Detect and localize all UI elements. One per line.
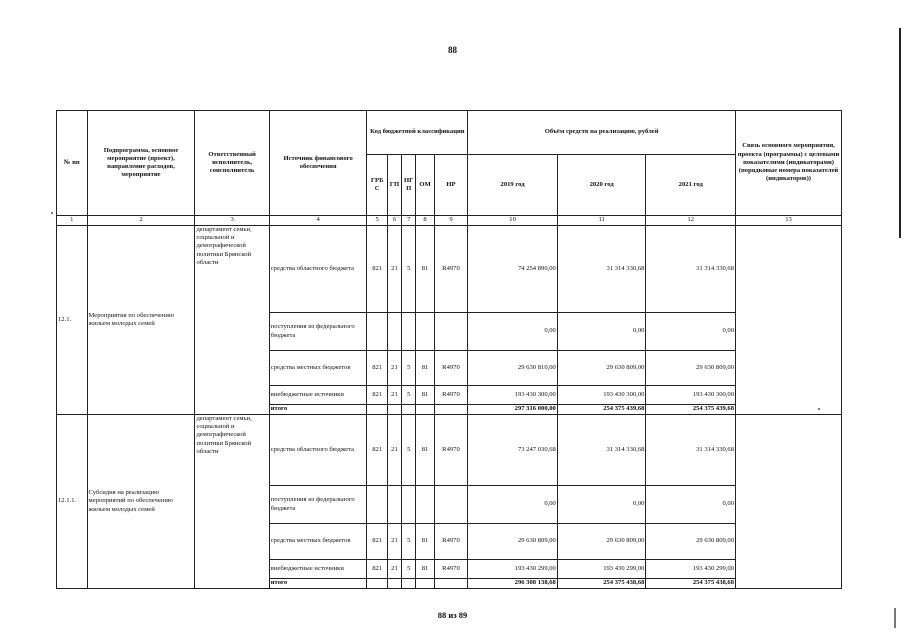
ngp-code: 5 <box>402 560 416 579</box>
row-number: 12.1. <box>57 226 88 415</box>
header-link: Связь основного мероприятия, проекта (программы) с целевыми показателями (индикаторами) (порядковые номера показателей (индикаторов)) <box>736 111 842 216</box>
header-no: № пп <box>57 111 88 216</box>
np-code: R4970 <box>434 524 468 560</box>
header-subprogram: Подпрограмма, основное мероприятие (проект), направление расходов, мероприятие <box>87 111 195 216</box>
om-code: 81 <box>416 415 434 486</box>
measure-name: Мероприятия по обеспечению жильем молодых семей <box>87 226 195 415</box>
column-number: 6 <box>387 216 401 226</box>
total-2020: 254 375 439,68 <box>557 405 646 415</box>
funding-source: средства местных бюджетов <box>269 524 367 560</box>
total-label: итого <box>269 405 367 415</box>
total-2019: 297 316 000,00 <box>468 405 558 415</box>
amount-2020: 31 314 330,68 <box>557 415 646 486</box>
amount-2020: 31 314 330,68 <box>557 226 646 313</box>
ngp-code: 5 <box>402 415 416 486</box>
header-row-1 <box>57 111 842 155</box>
np-code: R4970 <box>434 415 468 486</box>
grbs-code: 821 <box>367 386 387 405</box>
column-number: 4 <box>269 216 367 226</box>
header-np: НР <box>434 155 468 216</box>
amount-2019: 29 630 810,00 <box>468 351 558 386</box>
table-row <box>57 226 842 313</box>
indicator-link <box>736 415 842 589</box>
funding-source: средства местных бюджетов <box>269 351 367 386</box>
header-ngp: НГ П <box>402 155 416 216</box>
indicator-link <box>736 226 842 415</box>
om-code: 81 <box>416 226 434 313</box>
grbs-code: 821 <box>367 415 387 486</box>
grbs-code: 821 <box>367 351 387 386</box>
page-footer: 88 из 89 <box>437 610 468 620</box>
amount-2020: 0,00 <box>557 313 646 351</box>
total-2019: 296 308 138,68 <box>468 579 558 589</box>
om-code: 81 <box>416 351 434 386</box>
amount-2020: 29 630 809,00 <box>557 524 646 560</box>
amount-2019: 73 247 030,68 <box>468 415 558 486</box>
np-code: R4970 <box>434 386 468 405</box>
funding-source: поступления из федерального бюджета <box>269 486 367 524</box>
scan-speck <box>51 212 53 214</box>
column-number-row <box>57 216 842 226</box>
amount-2021: 193 430 300,00 <box>646 386 736 405</box>
header-source: Источник финансового обеспечения <box>269 111 367 216</box>
budget-table <box>56 110 842 589</box>
column-number: 12 <box>646 216 736 226</box>
funding-source: поступления из федерального бюджета <box>269 313 367 351</box>
amount-2021: 31 314 330,68 <box>646 415 736 486</box>
grbs-code: 821 <box>367 524 387 560</box>
gp-code: 21 <box>387 524 401 560</box>
amount-2021: 193 430 299,00 <box>646 560 736 579</box>
header-2020: 2020 год <box>557 155 646 216</box>
grbs-code: 821 <box>367 560 387 579</box>
total-2021: 254 375 438,68 <box>646 579 736 589</box>
header-2019: 2019 год <box>468 155 558 216</box>
total-label: итого <box>269 579 367 589</box>
np-code: R4970 <box>434 560 468 579</box>
funding-source: средства областного бюджета <box>269 415 367 486</box>
column-number: 7 <box>402 216 416 226</box>
amount-2021: 0,00 <box>646 313 736 351</box>
column-number: 2 <box>87 216 195 226</box>
responsible-executor: департамент семьи, социальной и демографической политики Брянской области <box>195 415 269 589</box>
scan-edge-mark <box>899 28 901 238</box>
amount-2021: 29 630 809,00 <box>646 351 736 386</box>
header-om: ОМ <box>416 155 434 216</box>
amount-2021: 31 314 330,68 <box>646 226 736 313</box>
om-code <box>416 313 434 351</box>
ngp-code <box>402 486 416 524</box>
funding-source: внебюджетные источники <box>269 560 367 579</box>
responsible-executor: департамент семьи, социальной и демографической политики Брянской области <box>195 226 269 415</box>
gp-code <box>387 486 401 524</box>
grbs-code <box>367 313 387 351</box>
header-budget-code: Код бюджетной классификации <box>367 111 468 155</box>
amount-2019: 0,00 <box>468 486 558 524</box>
header-2021: 2021 год <box>646 155 736 216</box>
gp-code: 21 <box>387 415 401 486</box>
gp-code: 21 <box>387 351 401 386</box>
amount-2019: 74 254 890,00 <box>468 226 558 313</box>
column-number: 8 <box>416 216 434 226</box>
header-responsible: Ответственный исполнитель, соисполнитель <box>195 111 269 216</box>
amount-2020: 29 630 809,00 <box>557 351 646 386</box>
column-number: 11 <box>557 216 646 226</box>
np-code <box>434 486 468 524</box>
ngp-code: 5 <box>402 386 416 405</box>
amount-2019: 0,00 <box>468 313 558 351</box>
amount-2019: 29 630 809,00 <box>468 524 558 560</box>
column-number: 13 <box>736 216 842 226</box>
amount-2020: 193 430 300,00 <box>557 386 646 405</box>
amount-2021: 29 630 809,00 <box>646 524 736 560</box>
amount-2020: 0,00 <box>557 486 646 524</box>
ngp-code: 5 <box>402 351 416 386</box>
column-number: 5 <box>367 216 387 226</box>
np-code: R4970 <box>434 351 468 386</box>
om-code <box>416 486 434 524</box>
amount-2021: 0,00 <box>646 486 736 524</box>
header-volume: Объём средств на реализацию, рублей <box>468 111 736 155</box>
om-code: 81 <box>416 560 434 579</box>
total-2020: 254 375 438,68 <box>557 579 646 589</box>
amount-2020: 193 430 299,00 <box>557 560 646 579</box>
gp-code: 21 <box>387 560 401 579</box>
row-number: 12.1.1. <box>57 415 88 589</box>
ngp-code: 5 <box>402 524 416 560</box>
column-number: 3 <box>195 216 269 226</box>
om-code: 81 <box>416 386 434 405</box>
funding-source: внебюджетные источники <box>269 386 367 405</box>
amount-2019: 193 430 299,00 <box>468 560 558 579</box>
table-row <box>57 415 842 486</box>
gp-code: 21 <box>387 226 401 313</box>
gp-code <box>387 313 401 351</box>
funding-source: средства областного бюджета <box>269 226 367 313</box>
total-2021: 254 375 439,68 <box>646 405 736 415</box>
grbs-code <box>367 486 387 524</box>
amount-2019: 193 430 300,00 <box>468 386 558 405</box>
grbs-code: 821 <box>367 226 387 313</box>
np-code: R4970 <box>434 226 468 313</box>
column-number: 9 <box>434 216 468 226</box>
np-code <box>434 313 468 351</box>
ngp-code: 5 <box>402 226 416 313</box>
measure-name: Субсидия на реализацию мероприятий по обеспечению жильем молодых семей <box>87 415 195 589</box>
ngp-code <box>402 313 416 351</box>
gp-code: 21 <box>387 386 401 405</box>
column-number: 10 <box>468 216 558 226</box>
page-number: 88 <box>448 45 457 55</box>
header-gp: ГП <box>387 155 401 216</box>
om-code: 81 <box>416 524 434 560</box>
header-grbs: ГРБ С <box>367 155 387 216</box>
column-number: 1 <box>57 216 88 226</box>
